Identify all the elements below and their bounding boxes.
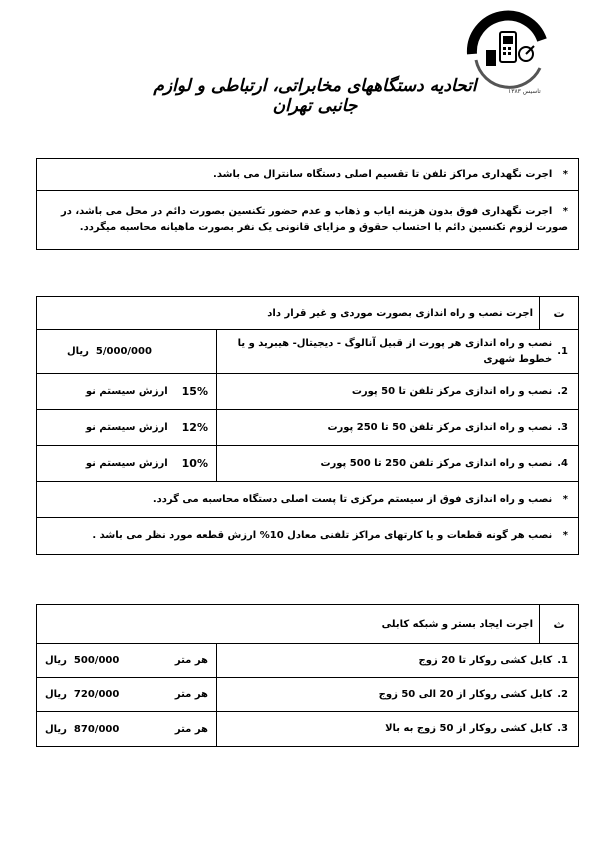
note-row: * نصب و راه اندازی فوق از سیستم مرکزی تا پست اصلی دستگاه محاسبه می گردد. [37, 482, 578, 518]
price-unit: ارزش سیستم نو [85, 386, 168, 397]
item-description: نصب و راه اندازی مرکز تلفن تا 50 پورت [351, 385, 553, 397]
price-value: 870/000 [73, 723, 120, 735]
note-row: * اجرت نگهداری فوق بدون هزینه ایاب و ذهاب و عدم حضور تکنسین بصورت دائم در محل می باشد، در صورت لزوم تکنسین دائم با احتساب حقوق و مزایای قانونی یک نفر بصورت ماهیانه محاسبه میگردد. [60, 206, 568, 233]
item-description: نصب و راه اندازی هر پورت از قبیل آنالوگ - دیجیتال- هیبرید و یا خطوط شهری [237, 337, 553, 365]
price-unit: ارزش سیستم نو [85, 422, 168, 433]
table-row: 1. نصب و راه اندازی هر پورت از قبیل آنالوگ - دیجیتال- هیبرید و یا خطوط شهری 5/000/000 ریال [37, 330, 578, 374]
item-description: کابل کشی روکار از 50 زوج به بالا [385, 723, 553, 734]
price-value: 720/000 [73, 689, 120, 700]
note-row: * نصب هر گونه قطعات و یا کارتهای مراکز تلفنی معادل 10% ارزش قطعه مورد نظر می باشد . [92, 530, 568, 541]
table-row: 2. نصب و راه اندازی مرکز تلفن تا 50 پورت 15% ارزش سیستم نو [37, 374, 578, 410]
note-text: اجرت نگهداری فوق بدون هزینه ایاب و ذهاب و عدم حضور تکنسین بصورت دائم در محل می باشد، در صورت لزوم تکنسین دائم با احتساب حقوق و مزایای قانونی یک نفر بصورت ماهیانه محاسبه میگردد. [60, 206, 568, 233]
installation-table [36, 296, 579, 555]
item-description: نصب و راه اندازی مرکز تلفن 250 تا 500 پورت [320, 457, 553, 469]
price-per: هر متر [174, 723, 208, 735]
price-unit: ریال [45, 689, 67, 700]
section-letter: ت [539, 297, 578, 329]
table-row: 2. کابل کشی روکار از 20 الی 50 زوج هر متر 720/000 ریال [37, 678, 578, 712]
section-header [37, 605, 578, 644]
price-value: 500/000 [73, 655, 120, 666]
price-value: 15% [181, 385, 208, 398]
table-row: 4. نصب و راه اندازی مرکز تلفن 250 تا 500 پورت 10% ارزش سیستم نو [37, 446, 578, 482]
table-row: 1. کابل کشی روکار تا 20 زوج هر متر 500/000 ریال [37, 644, 578, 678]
table-row: 3. نصب و راه اندازی مرکز تلفن 50 تا 250 پورت 12% ارزش سیستم نو [37, 410, 578, 446]
section-header [37, 297, 578, 330]
table-row: 3. کابل کشی روکار از 50 زوج به بالا هر متر 870/000 ریال [37, 712, 578, 746]
price-unit: ریال [45, 655, 67, 666]
price-value: 12% [181, 421, 208, 434]
price-unit: ریال [45, 723, 67, 735]
cabling-table [36, 604, 579, 747]
price-value: 10% [181, 457, 208, 470]
section-title: اجرت نصب و راه اندازی بصورت موردی و غیر قرار داد [267, 307, 533, 319]
price-per: هر متر [174, 655, 208, 666]
note-row: * اجرت نگهداری مراکز تلفن تا تقسیم اصلی دستگاه سانترال می باشد. [37, 159, 578, 191]
price-unit: ارزش سیستم نو [85, 458, 168, 469]
section-letter: ث [539, 605, 578, 643]
page-title: اتحادیه دستگاههای مخابراتی، ارتباطی و لوازم جانبی تهران [153, 76, 477, 116]
item-description: کابل کشی روکار تا 20 زوج [418, 654, 553, 666]
item-description: کابل کشی روکار از 20 الی 50 زوج [378, 688, 553, 700]
item-description: نصب و راه اندازی مرکز تلفن 50 تا 250 پورت [327, 421, 553, 433]
section-title: اجرت ایجاد بستر و شبکه کابلی [381, 618, 533, 630]
note-text: اجرت نگهداری مراکز تلفن تا تقسیم اصلی دستگاه سانترال می باشد. [213, 168, 553, 180]
price-unit: ریال [67, 346, 89, 357]
price-value: 5/000/000 [95, 346, 152, 357]
maintenance-notes-table [36, 158, 579, 250]
price-per: هر متر [174, 689, 208, 700]
note-text: نصب و راه اندازی فوق از سیستم مرکزی تا پست اصلی دستگاه محاسبه می گردد. [152, 493, 553, 505]
founded-caption: تاسیس ۱۳۸۳ [508, 88, 541, 95]
note-text: نصب هر گونه قطعات و یا کارتهای مراکز تلفنی معادل 10% ارزش قطعه مورد نظر می باشد . [92, 530, 553, 541]
